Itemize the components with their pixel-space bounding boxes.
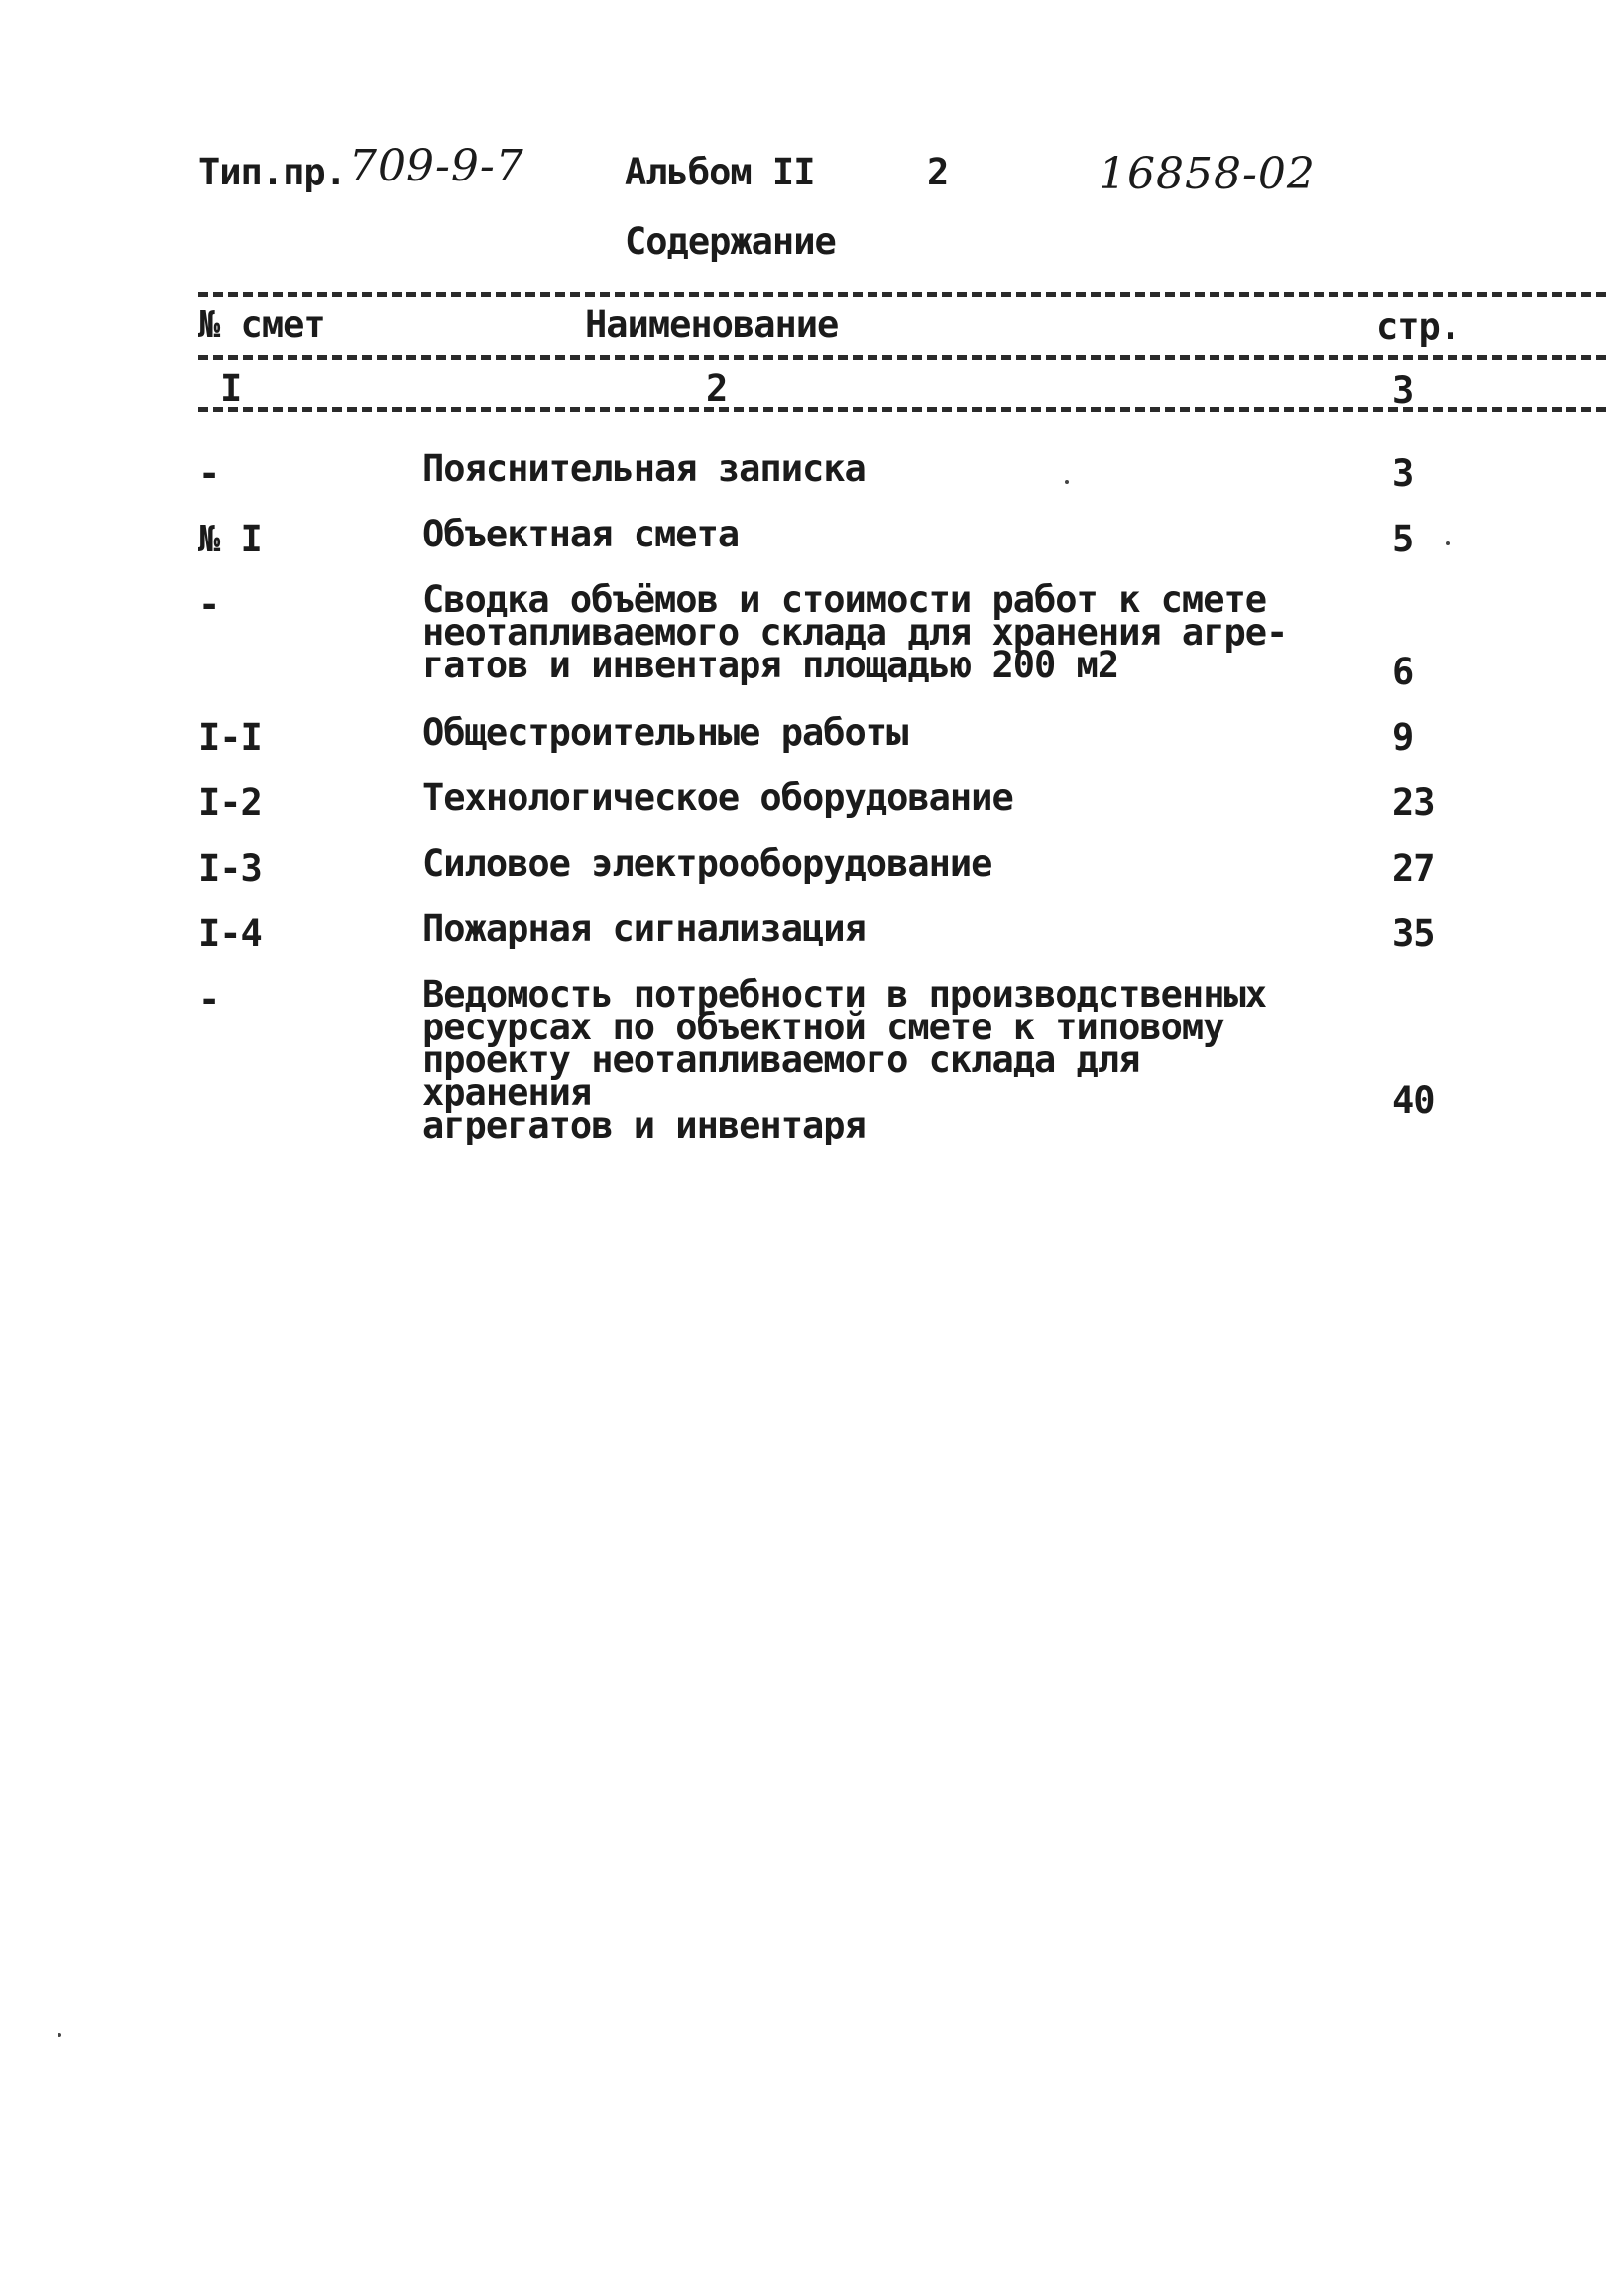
project-label: Тип.пр.	[198, 151, 346, 193]
column-header-name: Наименование	[585, 303, 839, 346]
row-page: 3	[1392, 452, 1414, 495]
album-label: Альбом II	[625, 151, 815, 193]
row-code: I-4	[198, 912, 262, 955]
scan-speck	[58, 2033, 61, 2037]
scan-speck	[1065, 480, 1069, 484]
row-code: -	[198, 452, 220, 495]
row-code: I-I	[198, 716, 262, 759]
row-name: Пожарная сигнализация	[422, 907, 866, 950]
row-page: 23	[1392, 781, 1435, 824]
row-page: 5	[1392, 518, 1414, 560]
scan-speck	[1446, 541, 1450, 545]
row-name: Общестроительные работы	[422, 711, 908, 754]
row-name: Ведомость потребности в производственных ресурсах по объектной смете к типовому проекту неотапливаемого склада для хранения агрегатов и инвентаря	[422, 973, 1267, 1146]
page-number: 2	[927, 151, 949, 193]
row-page: 6	[1392, 651, 1414, 693]
row-code: -	[198, 978, 220, 1021]
row-name: Пояснительная записка	[422, 447, 866, 490]
row-page: 27	[1392, 847, 1435, 890]
column-header-page: стр.	[1376, 305, 1461, 348]
table-header-rule	[198, 355, 1606, 360]
row-code: № I	[198, 518, 262, 560]
row-name: Технологическое оборудование	[422, 777, 1013, 819]
row-page: 9	[1392, 716, 1414, 759]
row-code: I-3	[198, 847, 262, 890]
row-page: 35	[1392, 912, 1435, 955]
document-code: 16858-02	[1099, 149, 1316, 199]
row-code: I-2	[198, 781, 262, 824]
row-name: Силовое электрооборудование	[422, 842, 992, 885]
table-body-rule	[198, 407, 1606, 412]
row-code: -	[198, 583, 220, 626]
row-name: Объектная смета	[422, 513, 740, 555]
row-page: 40	[1392, 1079, 1435, 1122]
project-number: 709-9-7	[349, 141, 524, 191]
column-header-code: № смет	[198, 303, 325, 346]
page-title: Содержание	[625, 220, 836, 263]
row-name: Сводка объёмов и стоимости работ к смете неотапливаемого склада для хранения агре- гатов и инвентаря площадью 200 м2	[422, 578, 1288, 686]
column-number-name: 2	[706, 367, 728, 410]
column-number-page: 3	[1392, 369, 1414, 412]
table-top-rule	[198, 292, 1606, 297]
column-number-code: I	[220, 367, 242, 410]
